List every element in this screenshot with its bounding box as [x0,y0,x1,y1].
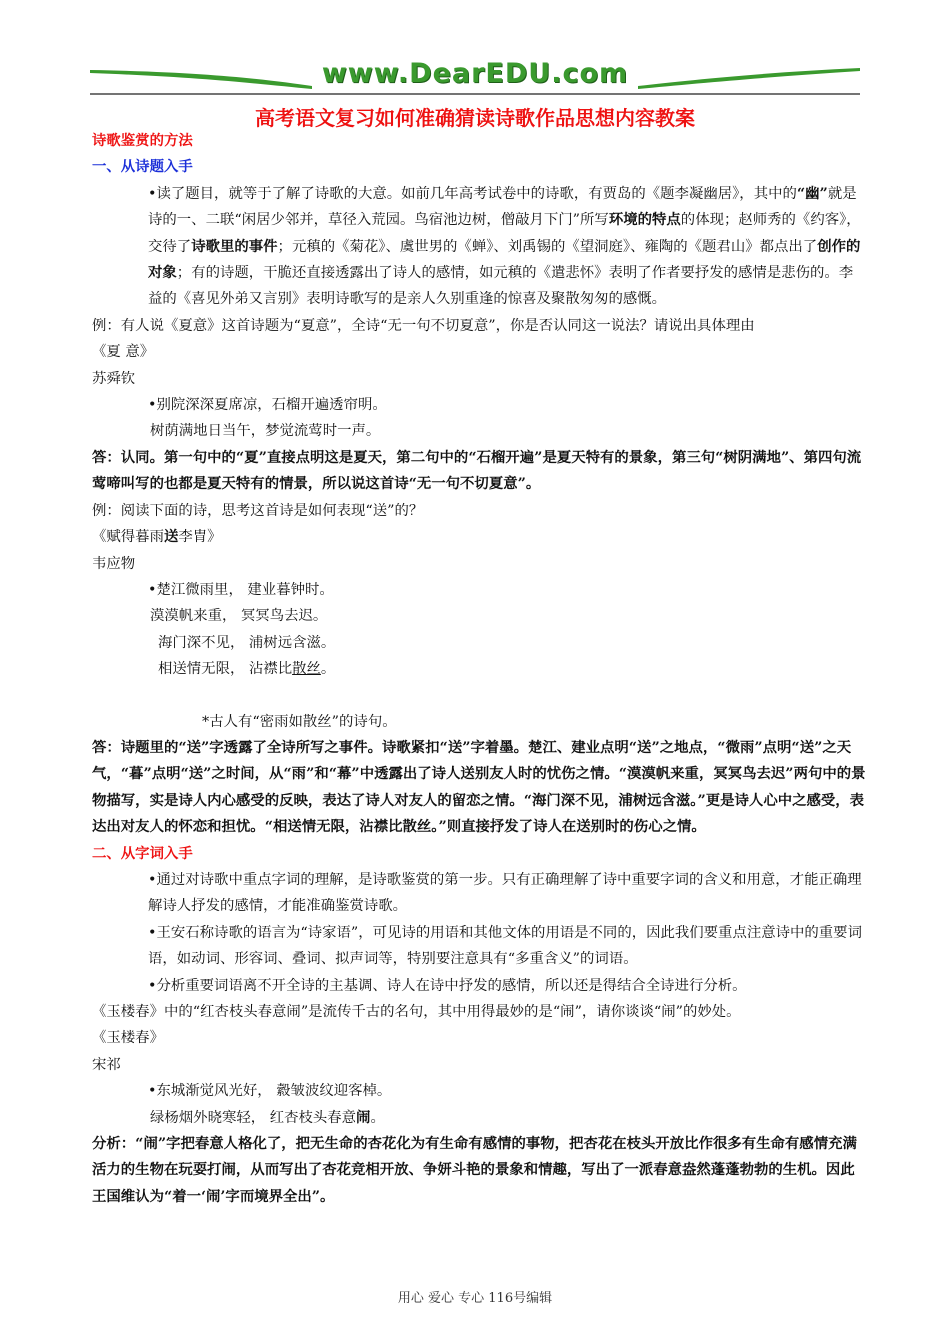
bullet-paragraph: •分析重要词语离不开全诗的主基调、诗人在诗中抒发的感情，所以还是得结合全诗进行分析。 [148,977,747,994]
example-question-1: 例：有人说《夏意》这首诗题为“夏意”，全诗“无一句不切夏意”，你是否认同这一说法？请说出具体理由 [92,317,755,334]
poem-line: •别院深深夏席凉，石榴开遍透帘明。 [148,397,387,414]
section-heading-method: 诗歌鉴赏的方法 [92,132,193,149]
poem-line: •楚江微雨里， 建业暮钟时。 [148,581,334,598]
page-title: 高考语文复习如何准确猜读诗歌作品思想内容教案 [255,106,695,130]
poem-author-2: 韦应物 [92,555,136,572]
answer-1: 答：认同。第一句中的“夏”直接点明这是夏天，第二句中的“石榴开遍”是夏天特有的景象，第三句“树阴满地”、第四句流莺啼叫写的也都是夏天特有的情景，所以说这首诗“无一句不切夏意”。 [92,448,862,493]
poem-line: 漠漠帆来重， 冥冥鸟去迟。 [150,608,328,625]
poem-title-2: 《赋得暮雨送李胄》 [92,528,222,546]
poem-line: 海门深不见， 浦树远含滋。 [158,634,336,651]
site-header [90,58,860,98]
section-heading-2: 二、从字词入手 [92,844,193,862]
poem-line: 绿杨烟外晓寒轻， 红杏枝头春意闹。 [150,1108,385,1126]
bullet-paragraph: •通过对诗歌中重点字词的理解，是诗歌鉴赏的第一步。只有正确理解了诗中重要字词的含义和用意，才能正确理解诗人抒发的感情，才能准确鉴赏诗歌。 [148,871,862,915]
analysis-3: 分析：“闹”字把春意人格化了，把无生命的杏花化为有生命有感情的事物，把杏花在枝头开放比作很多有生命有感情充满活力的生物在玩耍打闹，从而写出了杏花竞相开放、争妍斗艳的景象和情趣，写出了一派春意盎然蓬蓬勃勃的生机。因此王国维认为“着一‘闹’字而境界全出”。 [92,1135,857,1205]
document-body [92,128,867,1210]
poem-note: *古人有“密雨如散丝”的诗句。 [202,713,397,730]
poem-line: 树荫满地日当午，梦觉流莺时一声。 [150,423,381,440]
page-footer: 用心 爱心 专心 116号编辑 [397,1291,553,1306]
section-heading-1: 一、从诗题入手 [92,158,193,176]
site-logo: www.DearEDU.com [321,58,629,89]
example-question-3: 《玉楼春》中的“红杏枝头春意闹”是流传千古的名句，其中用得最妙的是“闹”，请你谈谈“闹”的妙处。 [92,1004,741,1020]
poem-line: •东城渐觉风光好， 縠皱波纹迎客棹。 [148,1083,392,1100]
example-question-2: 例：阅读下面的诗，思考这首诗是如何表现“送”的？ [92,502,424,519]
poem-title-3: 《玉楼春》 [92,1030,164,1047]
poem-line: 相送情无限， 沾襟比散丝。 [158,661,336,678]
bullet-paragraph: •王安石称诗歌的语言为“诗家语”，可见诗的用语和其他文体的用语是不同的，因此我们要重点注意诗中的重要词语，如动词、形容词、叠词、拟声词等，特别要注意具有“多重含义”的词语。 [148,924,862,968]
poem-author-3: 宋祁 [92,1056,121,1073]
poem-title-1: 《夏 意》 [92,344,155,361]
answer-2: 答：诗题里的“送”字透露了全诗所写之事件。诗歌紧扣“送”字着墨。楚江、建业点明“送”之地点，“微雨”点明“送”之天气，“暮”点明“送”之时间，从“雨”和“幕”中透露出了诗人送别友人时的忧伤之情。“漠漠帆来重，冥冥鸟去迟”两句中的景物描写，实是诗人内心感受的反映，表达了诗人对友人的留恋之情。“海门深不见，浦树远含滋。”更是诗人心中之感受，表达出对友人的怀恋和担忧。“相送情无限，沾襟比散丝。”则直接抒发了诗人在送别时的伤心之情。 [92,738,866,836]
paragraph-title-method: •读了题目，就等于了解了诗歌的大意。如前几年高考试卷中的诗歌，有贾岛的《题李凝幽居》，其中的“幽”就是诗的一、二联“闲居少邻并，草径入荒园。鸟宿池边树，僧敲月下门”所写环境的特点的体现；赵师秀的《约客》，交待了诗歌里的事件；元稹的《菊花》、虞世男的《蝉》、刘禹锡的《望洞庭》、雍陶的《题君山》都点出了创作的对象；有的诗题，干脆还直接透露出了诗人的感情，如元稹的《遣悲怀》表明了作者要抒发的感情是悲伤的。李益的《喜见外弟又言别》表明诗歌写的是亲人久别重逢的惊喜及聚散匆匆的感慨。 [148,184,861,308]
poem-author-1: 苏舜钦 [92,370,136,387]
